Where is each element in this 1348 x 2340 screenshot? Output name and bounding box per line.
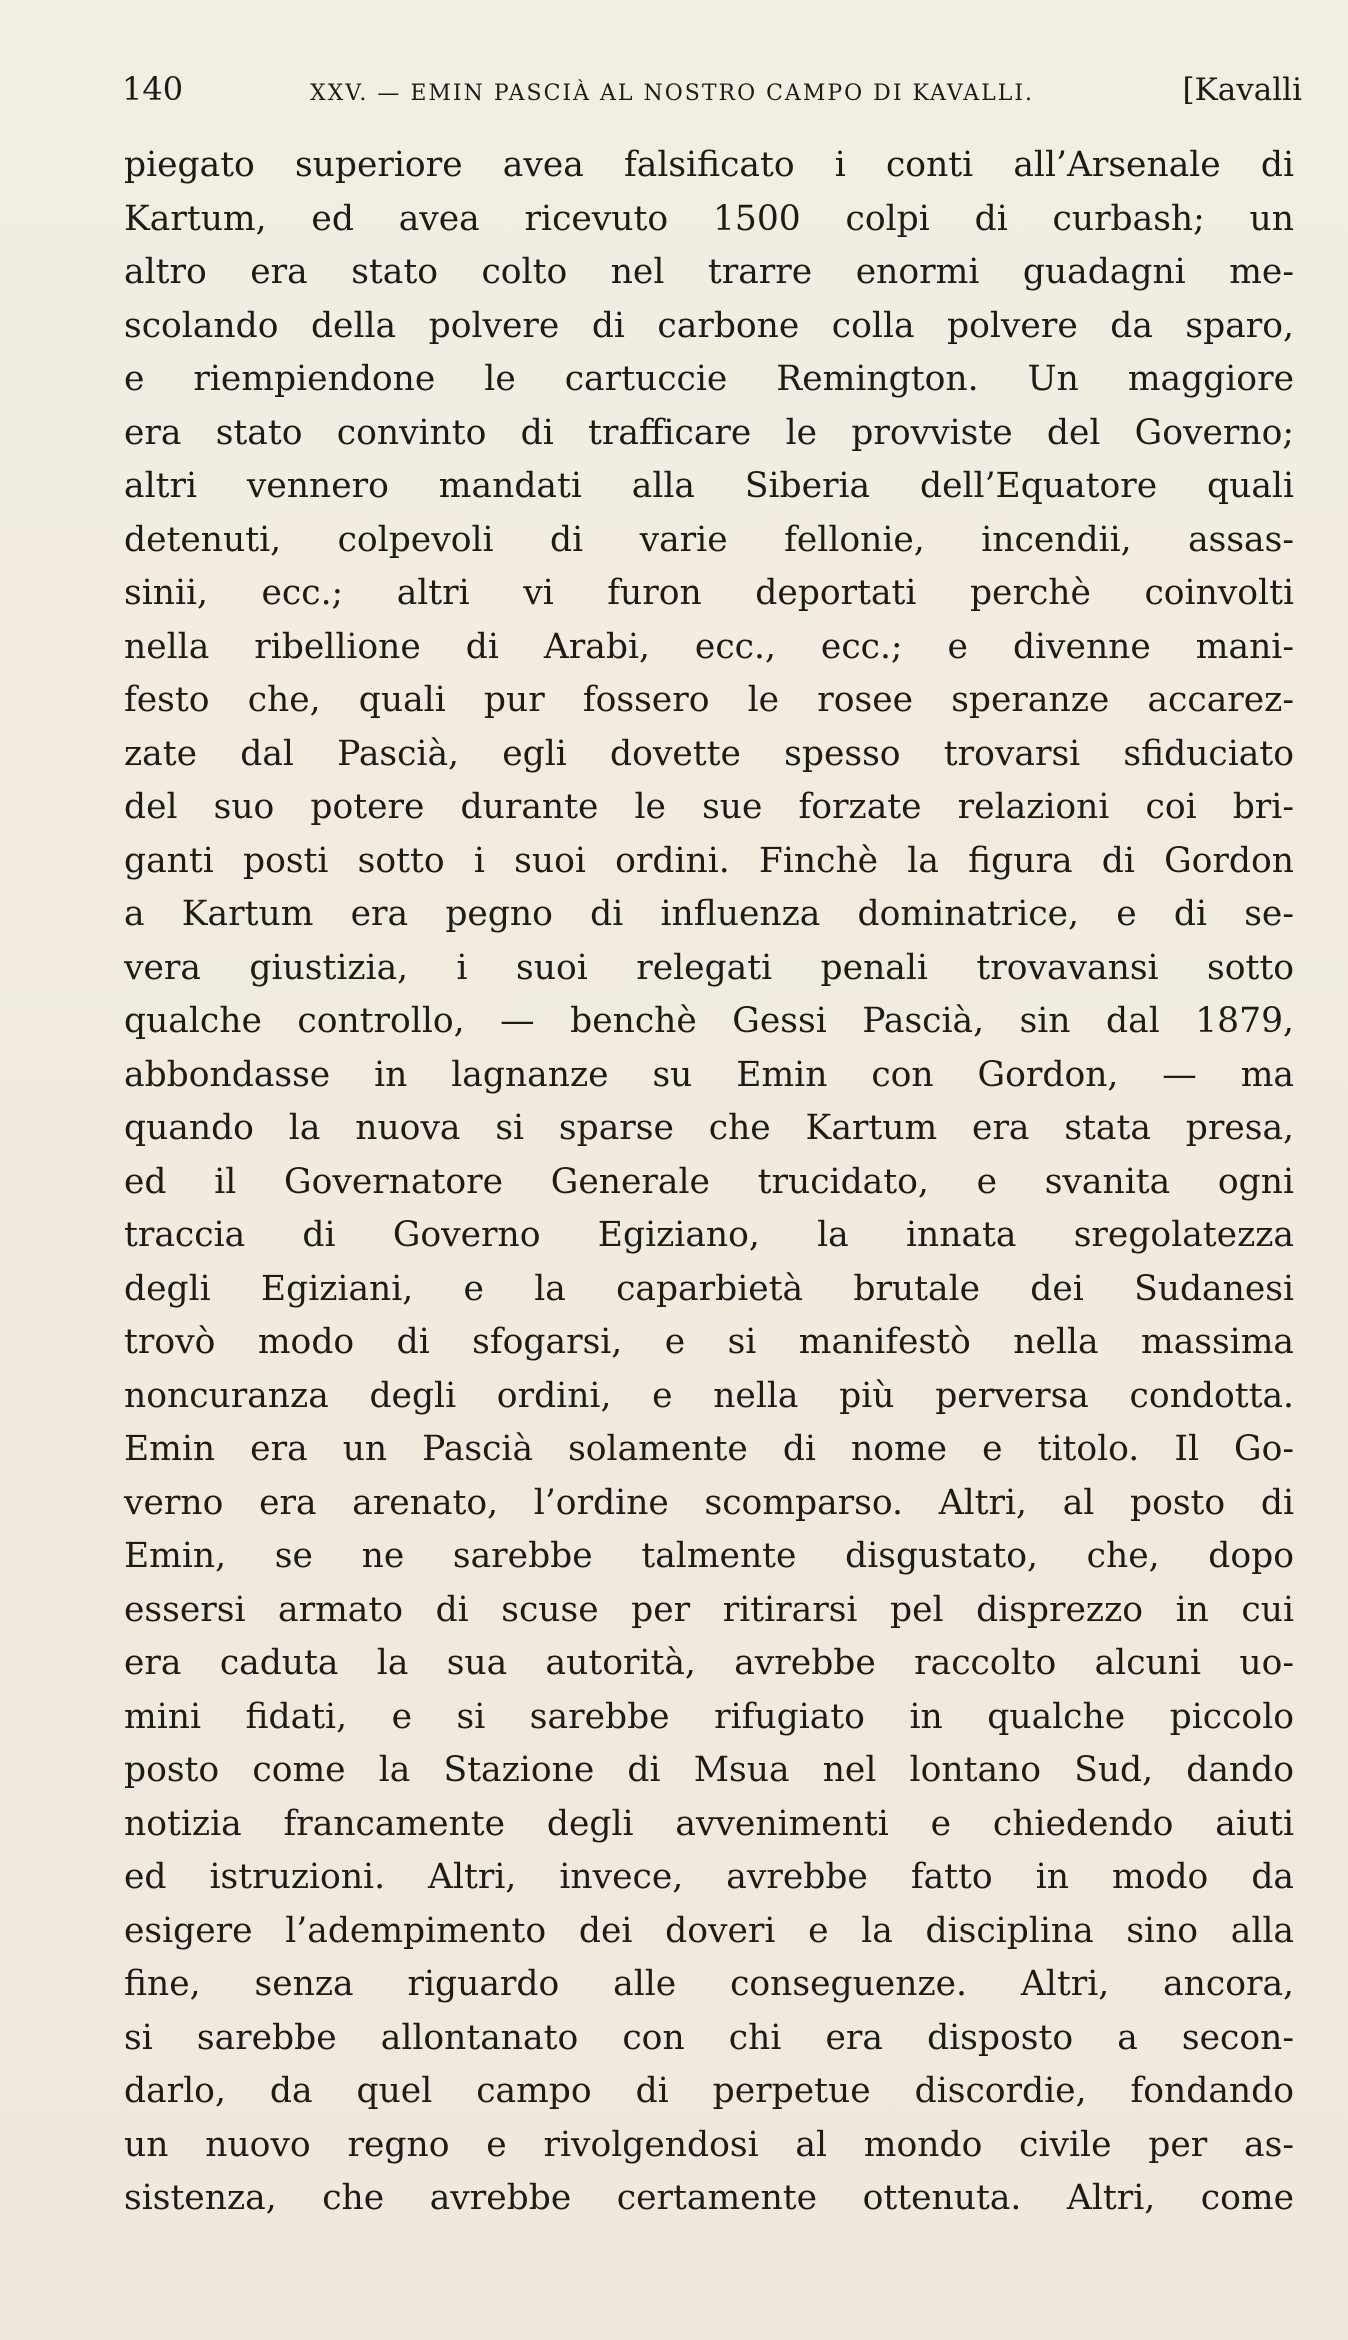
- text-line: altri vennero mandati alla Siberia dell’Equatore quali: [124, 466, 1294, 506]
- text-line: ed istruzioni. Altri, invece, avrebbe fatto in modo da: [124, 1857, 1294, 1897]
- text-line: verno era arenato, l’ordine scomparso. Altri, al posto di: [124, 1482, 1294, 1523]
- text-line: qualche controllo, — benchè Gessi Pascià, sin dal 1879,: [124, 1001, 1294, 1041]
- text-line: abbondasse in lagnanze su Emin con Gordon, — ma: [124, 1054, 1294, 1095]
- text-line: a Kartum era pegno di influenza dominatrice, e di se-: [124, 894, 1294, 934]
- text-line: Emin, se ne sarebbe talmente disgustato, che, dopo: [124, 1536, 1294, 1576]
- text-line: piegato superiore avea falsificato i conti all’Arsenale di: [124, 145, 1294, 185]
- text-line: festo che, quali pur fossero le rosee speranze accarez-: [124, 680, 1294, 720]
- text-line: era stato convinto di trafficare le provviste del Governo;: [124, 412, 1294, 453]
- text-line: altro era stato colto nel trarre enormi guadagni me-: [124, 252, 1294, 292]
- text-line: detenuti, colpevoli di varie fellonie, incendii, assas-: [124, 519, 1294, 560]
- text-line: era caduta la sua autorità, avrebbe raccolto alcuni uo-: [124, 1643, 1294, 1683]
- text-line: notizia francamente degli avvenimenti e chiedendo aiuti: [124, 1803, 1294, 1844]
- text-line: mini fidati, e si sarebbe rifugiato in qualche piccolo: [124, 1696, 1294, 1737]
- body-text: [124, 139, 1294, 2226]
- text-line: darlo, da quel campo di perpetue discordie, fondando: [124, 2071, 1294, 2111]
- text-line: degli Egiziani, e la caparbietà brutale dei Sudanesi: [124, 1268, 1294, 1309]
- text-line: fine, senza riguardo alle conseguenze. Altri, ancora,: [124, 1964, 1294, 2004]
- text-line: sinii, ecc.; altri vi furon deportati perchè coinvolti: [124, 573, 1294, 613]
- text-line: posto come la Stazione di Msua nel lontano Sud, dando: [124, 1750, 1294, 1790]
- text-line: e riempiendone le cartuccie Remington. Un maggiore: [124, 359, 1294, 399]
- section-tag: [Kavalli: [1182, 72, 1302, 108]
- page-number: 140: [122, 70, 184, 108]
- text-line: si sarebbe allontanato con chi era disposto a secon-: [124, 2017, 1294, 2058]
- text-line: Emin era un Pascià solamente di nome e titolo. Il Go-: [124, 1429, 1294, 1469]
- text-line: trovò modo di sfogarsi, e si manifestò nella massima: [124, 1322, 1294, 1362]
- text-line: essersi armato di scuse per ritirarsi pel disprezzo in cui: [124, 1589, 1294, 1630]
- running-title: XXV. — EMIN PASCIÀ AL NOSTRO CAMPO DI KAVALLI.: [309, 81, 1035, 106]
- text-line: vera giustizia, i suoi relegati penali trovavansi sotto: [124, 947, 1294, 988]
- text-line: ed il Governatore Generale trucidato, e svanita ogni: [124, 1161, 1294, 1202]
- text-line: un nuovo regno e rivolgendosi al mondo civile per as-: [124, 2124, 1294, 2165]
- text-line: traccia di Governo Egiziano, la innata sregolatezza: [124, 1215, 1294, 1255]
- text-line: del suo potere durante le sue forzate relazioni coi bri-: [124, 787, 1294, 827]
- text-line: quando la nuova si sparse che Kartum era stata presa,: [124, 1108, 1294, 1148]
- text-line: Kartum, ed avea ricevuto 1500 colpi di curbash; un: [124, 198, 1294, 239]
- text-line: zate dal Pascià, egli dovette spesso trovarsi sfiduciato: [124, 733, 1294, 774]
- text-line: sistenza, che avrebbe certamente ottenuta. Altri, come: [124, 2178, 1294, 2218]
- text-line: nella ribellione di Arabi, ecc., ecc.; e divenne mani-: [124, 626, 1294, 667]
- text-line: esigere l’adempimento dei doveri e la disciplina sino alla: [124, 1910, 1294, 1951]
- text-line: noncuranza degli ordini, e nella più perversa condotta.: [124, 1375, 1294, 1416]
- text-line: scolando della polvere di carbone colla polvere da sparo,: [124, 305, 1294, 346]
- text-line: ganti posti sotto i suoi ordini. Finchè la figura di Gordon: [124, 840, 1294, 881]
- running-head: [122, 70, 1302, 120]
